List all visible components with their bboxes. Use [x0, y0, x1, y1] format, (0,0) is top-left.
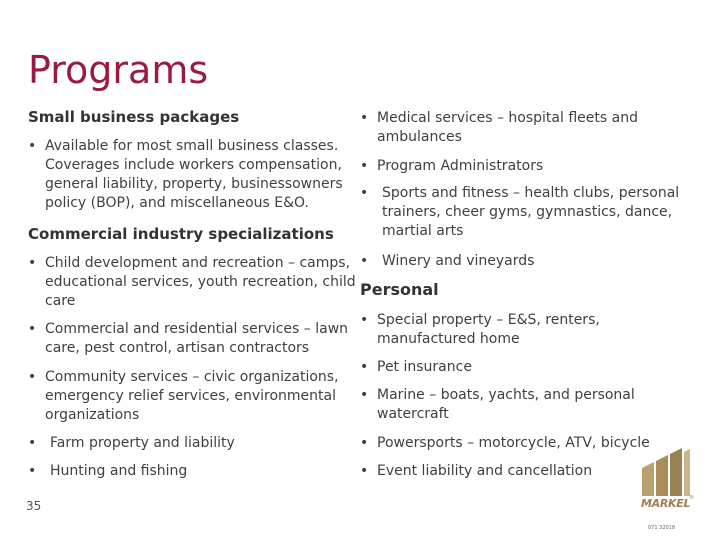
bullet: • [360, 359, 369, 375]
list-item [360, 386, 660, 424]
logo-registered-mark: ® [689, 495, 694, 501]
bullet: • [28, 369, 37, 385]
list-item-text: Winery and vineyards [382, 253, 535, 269]
list-item [28, 368, 346, 425]
list-item-text: Special property – E&S, renters, manufactured home [377, 312, 600, 347]
bullet: • [360, 185, 369, 201]
list-item [28, 254, 362, 311]
bullet: • [360, 387, 369, 403]
section-heading-personal: Personal [360, 280, 439, 299]
list-item [360, 157, 660, 176]
bullet: • [360, 435, 369, 451]
list-item [360, 462, 660, 481]
list-item [28, 434, 348, 453]
list-item-text: Available for most small business classes. Coverages include workers compensation, general liability, property, businessowners policy (BOP), and miscellaneous E&O. [45, 138, 343, 211]
section-heading-small-business: Small business packages [28, 108, 240, 126]
logo-wordmark: MARKEL [641, 497, 691, 510]
list-item [28, 462, 348, 481]
bullet: • [28, 138, 37, 154]
document-code: 071 32018 [648, 525, 676, 531]
bullet: • [360, 463, 369, 479]
list-item-text: Child development and recreation – camps, educational services, youth recreation, child care [45, 255, 356, 309]
list-item [360, 184, 686, 241]
bullet: • [360, 253, 369, 269]
bullet: • [360, 158, 369, 174]
bullet: • [360, 110, 369, 126]
section-heading-commercial: Commercial industry specializations [28, 225, 334, 243]
list-item-text: Marine – boats, yachts, and personal watercraft [377, 387, 635, 422]
page-number: 35 [26, 499, 42, 513]
list-item-text: Powersports – motorcycle, ATV, bicycle [377, 435, 650, 451]
list-item [28, 320, 354, 358]
list-item [360, 311, 660, 349]
list-item-text: Program Administrators [377, 158, 544, 174]
list-item [360, 109, 660, 147]
list-item [360, 358, 660, 377]
bullet: • [28, 321, 37, 337]
list-item-text: Hunting and fishing [50, 463, 188, 479]
list-item-text: Commercial and residential services – lawn care, pest control, artisan contractors [45, 321, 349, 356]
bullet: • [28, 435, 37, 451]
page-title: Programs [28, 48, 209, 92]
list-item-text: Medical services – hospital fleets and ambulances [377, 110, 638, 145]
list-item [28, 137, 348, 213]
list-item-text: Pet insurance [377, 359, 472, 375]
list-item [360, 252, 680, 271]
bullet: • [360, 312, 369, 328]
bullet: • [28, 255, 37, 271]
list-item-text: Sports and fitness – health clubs, personal trainers, cheer gyms, gymnastics, dance, martial arts [382, 185, 680, 239]
list-item-text: Community services – civic organizations, emergency relief services, environmental organizations [45, 369, 339, 423]
list-item-text: Farm property and liability [50, 435, 235, 451]
bullet: • [28, 463, 37, 479]
list-item-text: Event liability and cancellation [377, 463, 593, 479]
